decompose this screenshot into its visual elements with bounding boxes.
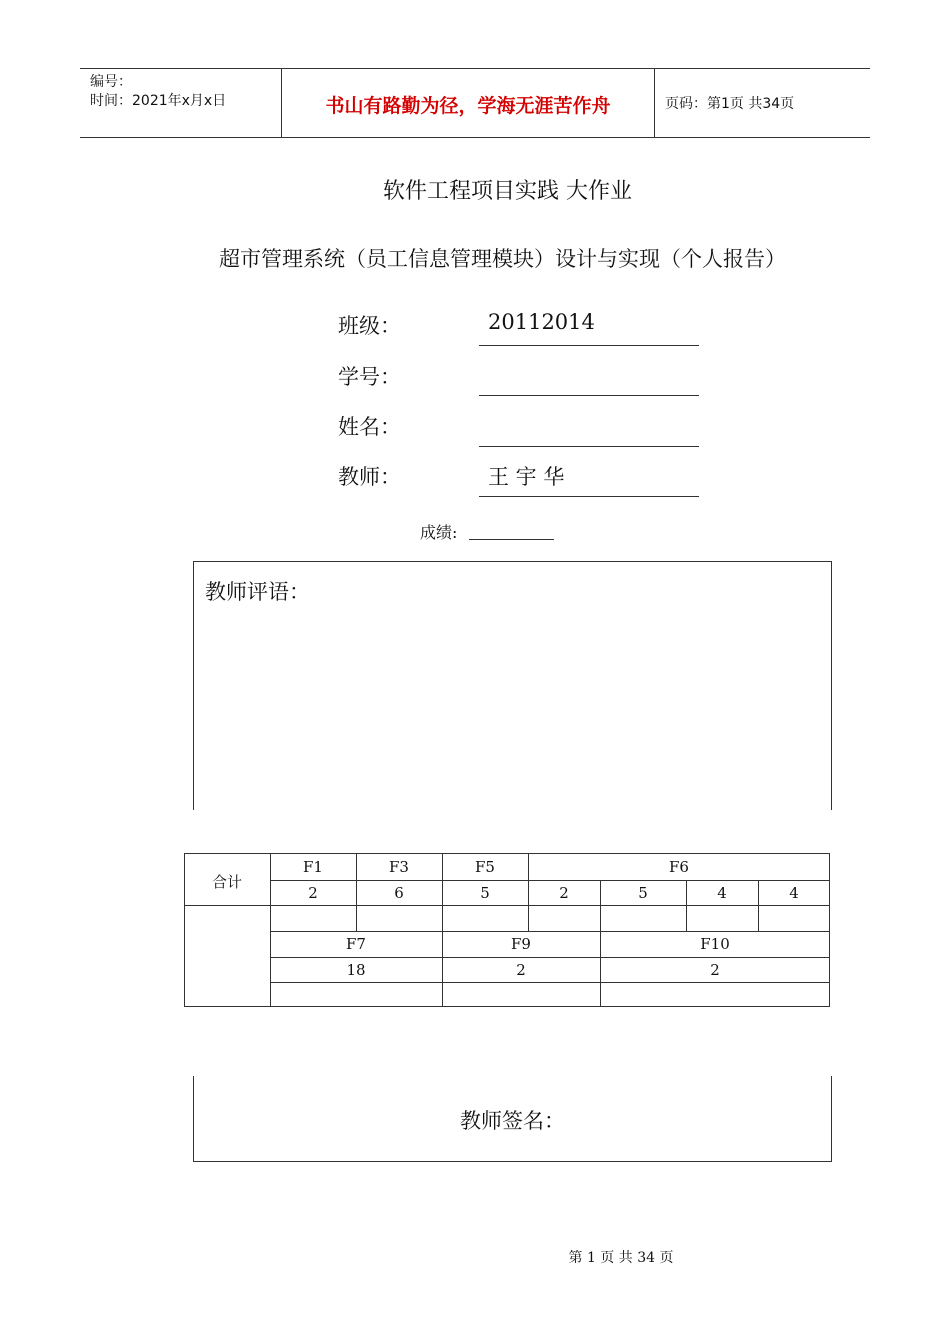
field-class-value: 20112014 [488,310,595,334]
field-name-label: 姓名： [338,415,401,439]
table-header-cell: F10 [700,935,730,953]
field-name-underline [479,446,699,447]
page-footer: 第 1 页 共 34 页 [568,1250,674,1266]
header-motto: 书山有路勤为径，学海无涯苦作舟 [325,95,611,117]
table-total-label: 合计 [211,873,242,891]
table-header-cell: F9 [511,935,531,953]
table-value-cell: 5 [480,884,490,902]
field-class-label: 班级： [338,314,401,338]
table-header-cell: F3 [389,858,409,876]
field-teacher-underline [479,496,699,497]
field-teacher-value: 王 宇 华 [488,465,565,489]
table-value-cell: 6 [394,884,404,902]
document-subtitle: 超市管理系统（员工信息管理模块）设计与实现（个人报告） [219,247,786,271]
table-value-cell: 5 [638,884,648,902]
teacher-comment-label: 教师评语： [205,580,310,604]
score-table [184,853,830,1007]
table-border-bottom [184,1006,830,1007]
table-value-cell: 2 [308,884,318,902]
table-value-cell: 2 [710,961,720,979]
field-student-id-label: 学号： [338,365,401,389]
table-line [270,931,830,932]
table-line [270,880,830,881]
table-border-right [829,853,830,1007]
table-value-cell: 2 [516,961,526,979]
field-teacher-label: 教师： [338,465,401,489]
document-title: 软件工程项目实践 大作业 [383,179,632,204]
header-divider [654,69,655,137]
teacher-signature-box [193,1076,832,1162]
table-value-cell: 4 [717,884,727,902]
table-line [270,957,830,958]
table-line [184,905,830,906]
table-header-cell: F1 [303,858,323,876]
table-value-cell: 4 [789,884,799,902]
teacher-comment-box [193,561,832,810]
table-value-cell: 2 [559,884,569,902]
header-meta [90,73,226,111]
page-header [80,68,870,138]
table-line [442,853,443,1007]
table-border-top [184,853,830,854]
table-header-cell: F7 [346,935,366,953]
field-student-id-underline [479,395,699,396]
table-header-cell: F5 [475,858,495,876]
table-line [270,853,271,1007]
table-value-cell: 18 [346,961,366,979]
table-line [270,982,830,983]
teacher-signature-label: 教师签名： [460,1109,565,1133]
table-header-cell: F6 [669,858,689,876]
header-page-info: 页码：第1页 共34页 [665,96,795,112]
score-label: 成绩: [420,523,458,542]
header-time: 时间：2021年x月x日 [90,93,227,109]
field-class-underline [479,345,699,346]
score-underline [469,539,554,540]
header-number: 编号： [90,74,132,90]
